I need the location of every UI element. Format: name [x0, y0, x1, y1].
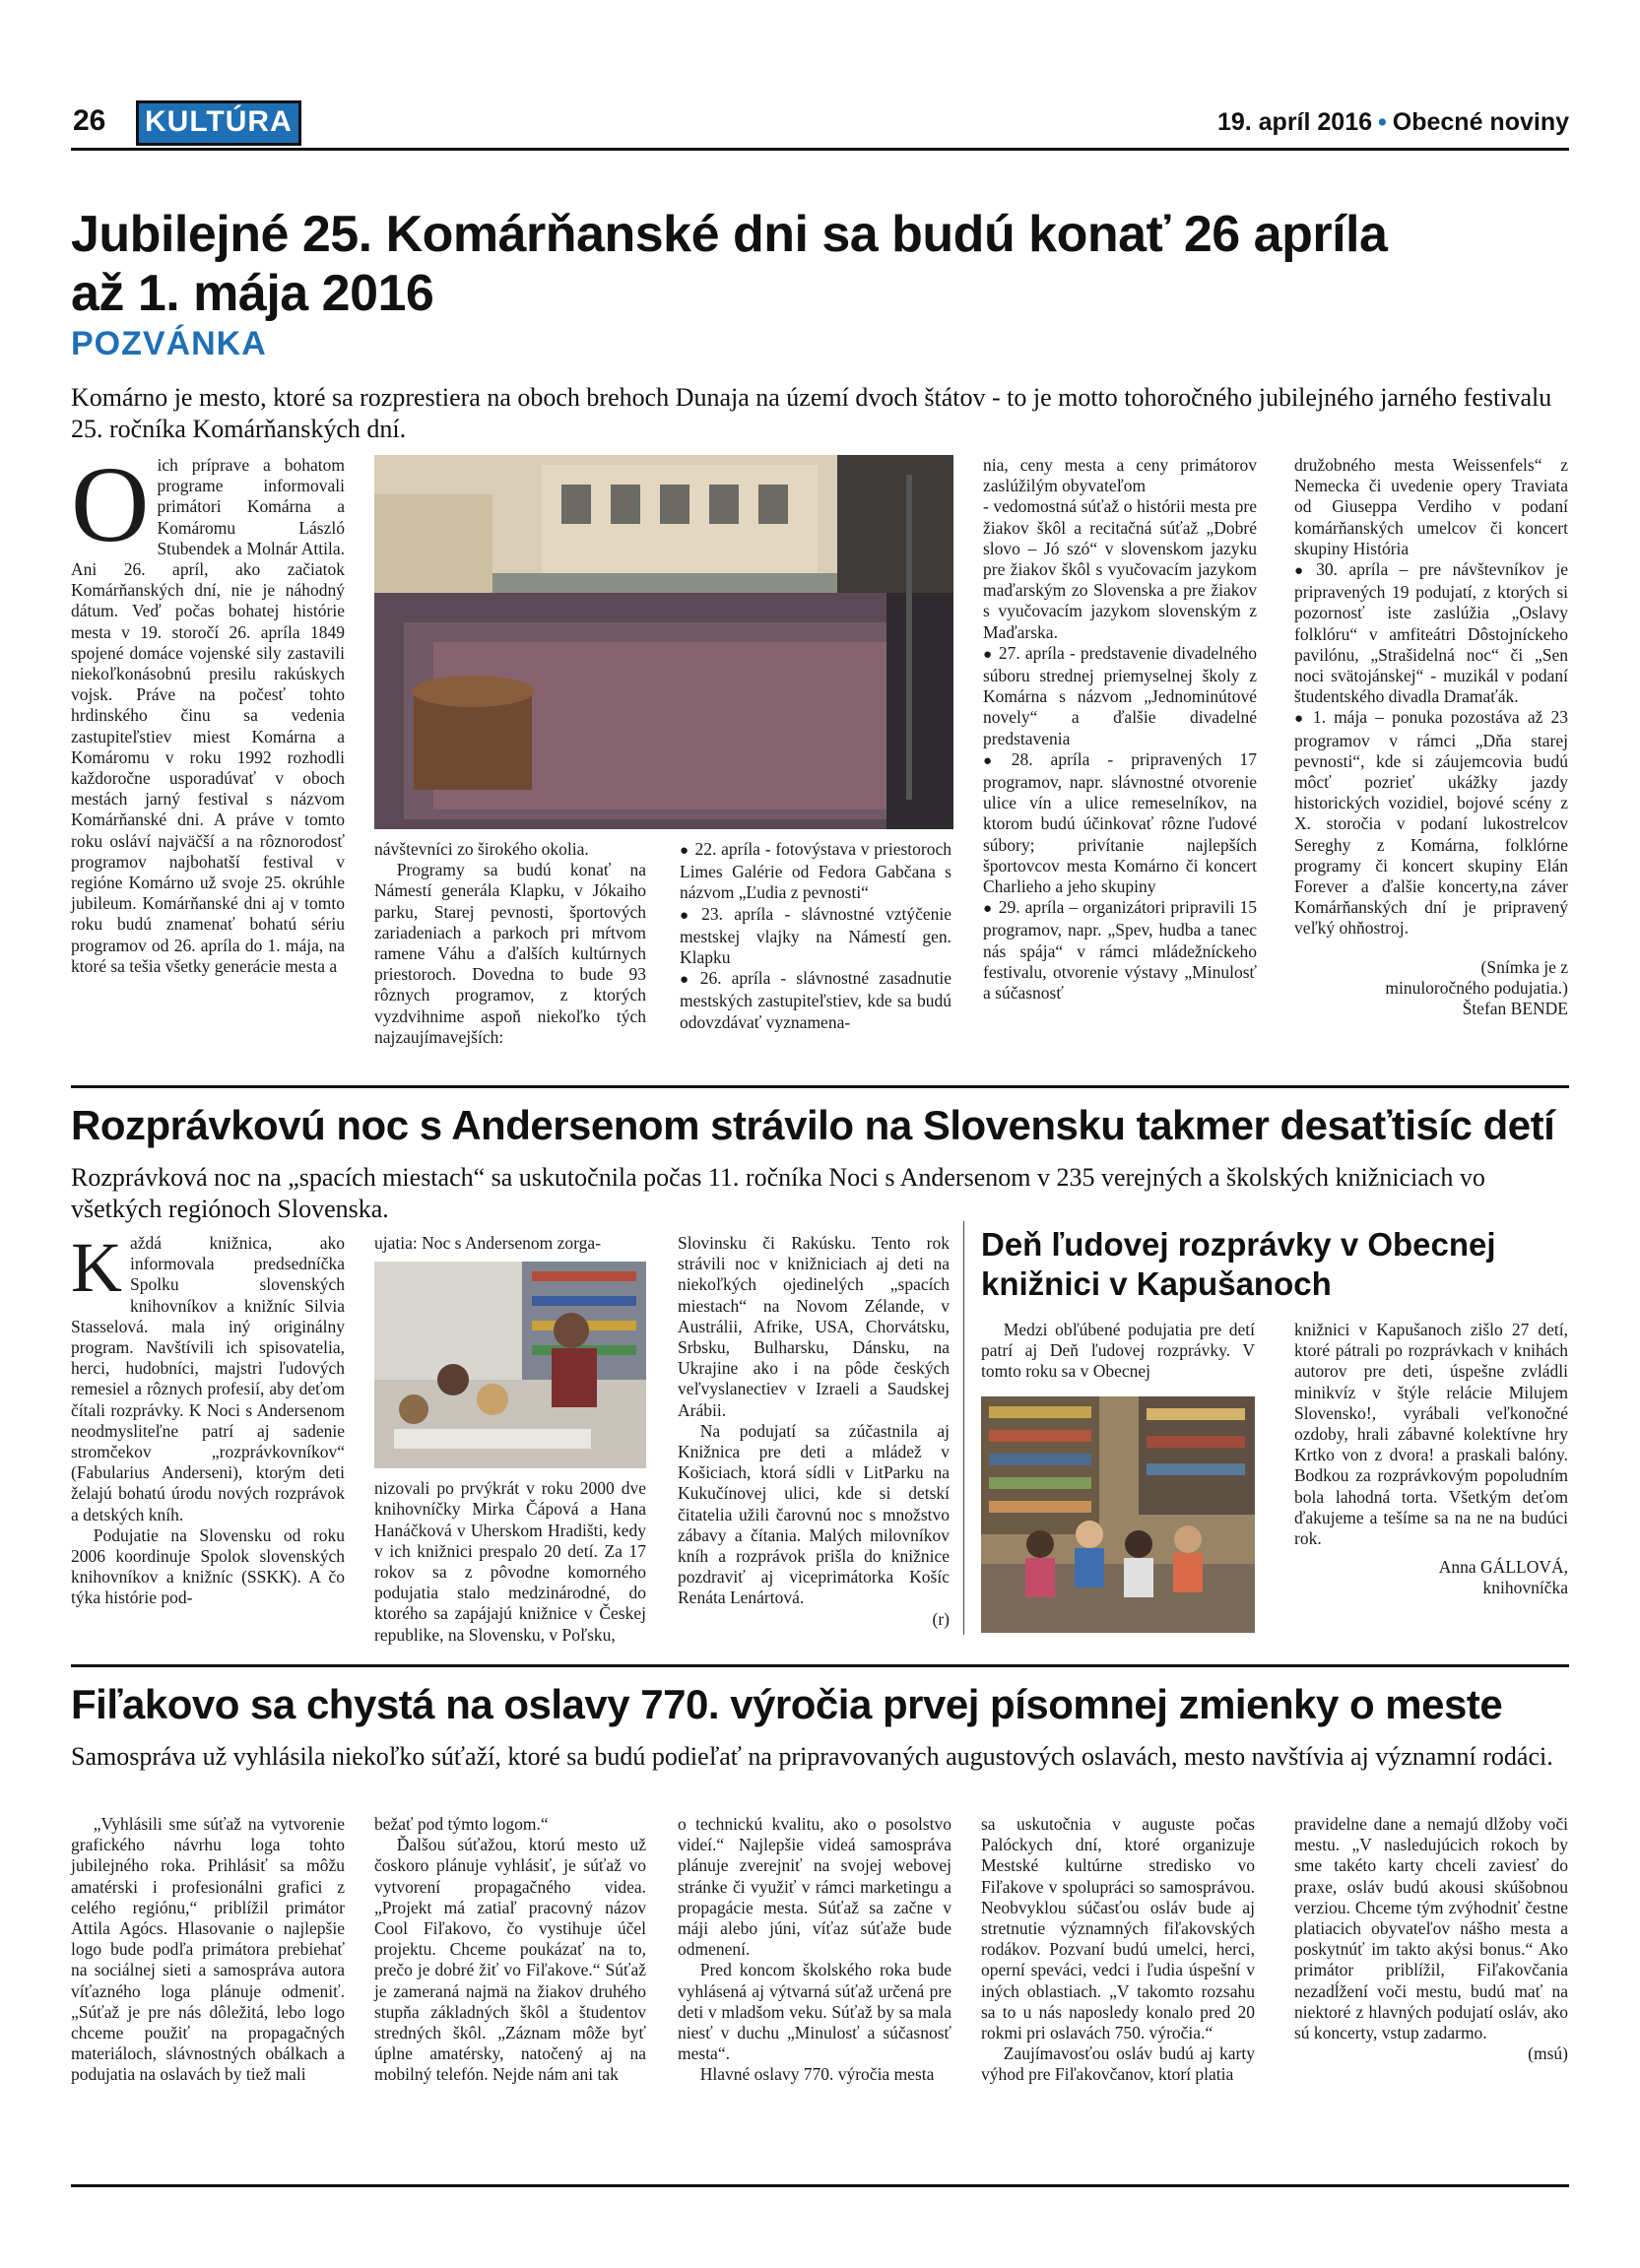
page-number: 26 [73, 104, 106, 137]
section-label: KULTÚRA [136, 100, 301, 146]
article1-col4-p2: - vedomostná súťaž o histórii mesta pre žiakov škôl a recitačná súťaž „Dobré slovo – Jó szó“ v slovenskom jazyku pre žiakov škôl s vyučovacím jazykom maďarským zo Slovenska a pre žiakov s vyučovacím jazykom slovenským z Maďarska. [983, 496, 1257, 642]
article4-title: Fiľakovo sa chystá na oslavy 770. výročia prvej písomnej zmienky o meste [71, 1681, 1503, 1727]
article4-column-1 [71, 1814, 345, 2086]
article2-col3-p1: Slovinsku či Rakúsku. Tento rok strávili noc v knižniciach aj deti na niekoľkých ojedinelých „spacích miestach“ na Novom Zélande, v Austrálii, Afrike, USA, Chorvátsku, Srbsku, Bulharsku, Dánsku, na Ukrajine ako i na pôde českých veľvyslanectiev v Izraeli a Saudskej Arábii. [678, 1233, 950, 1420]
article1-kicker: POZVÁNKA [71, 325, 267, 362]
article1-event-26: ● 26. apríla - slávnostné zasadnutie mestských zastupiteľstiev, kde sa budú odovzdávať vyznamena- [680, 968, 951, 1033]
article4-col3-p3: Hlavné oslavy 770. výročia mesta [699, 2064, 935, 2085]
article4-lead: Samospráva už vyhlásila niekoľko súťaží, ktoré sa budú podieľať na pripravovaných augustových oslavách, mesto navštívia aj významní rodáci. [71, 1742, 1553, 1771]
article2-column-1 [71, 1228, 345, 1609]
article1-lead: Komárno je mesto, ktoré sa rozprestiera na oboch brehoch Dunaja na území dvoch štátov - to je motto tohoročného jubilejného jarného festivalu 25. ročníka Komárňanských dní. [71, 383, 1552, 443]
article1-photo-caption: (Snímka je z minuloročného podujatia.) [1385, 956, 1568, 998]
article1-event-23: ● 23. apríla - slávnostné vztýčenie mestskej vlajky na Námestí gen. Klapku [680, 904, 951, 969]
article4-column-3 [678, 1814, 951, 2086]
issue-date: 19. apríl 2016 [1216, 108, 1373, 136]
article1-column-5 [1294, 455, 1568, 1019]
article4-col3-p1: o technickú kvalitu, ako o posolstvo videí.“ Najlepšie videá samospráva plánuje zverejniť na svojej webovej stránke či využiť v rámci marketingu a propagácie mesta. Súťaž sa začne v máji alebo júni, víťaz súťaže bude odmenení. [678, 1814, 951, 1960]
article3-author: Anna GÁLLOVÁ, [1438, 1557, 1568, 1578]
article3-column-1 [981, 1320, 1255, 1633]
article1-title [71, 205, 1568, 323]
article1-col5-p1: družobného mesta Weissenfels“ z Nemecka či uvedenie opery Traviata od Giuseppa Verdiho v podaní komárňanských umelcov či koncert skupiny História [1294, 455, 1568, 558]
festival-crowd-image [374, 455, 953, 829]
library-children-image [374, 1262, 646, 1468]
article4-column-2 [374, 1814, 646, 2086]
article1-dropcap: O [71, 444, 150, 564]
header-rule [71, 148, 1569, 151]
article2-col3-p2: Na podujatí sa zúčastnila aj Knižnica pre deti a mládež v Košiciach, ktorá sídli v LitParku na Kukučínovej ulici, kde si detskí čitatelia užili čarovnú noc s množstvo zábavy a čítania. Malých milovníkov kníh a rozprávok prišla do knižnice pozdraviť aj viceprimátorka Košíc Renáta Lenártová. [678, 1420, 950, 1608]
kapusany-library-photo [981, 1396, 1255, 1633]
publication-name: Obecné noviny [1392, 108, 1569, 136]
article1-event-29: ● 29. apríla – organizátori pripravili 15 programov, napr. „Spev, hudba a tanec nás spája“ v rámci mládežníckeho festivalu, otvorenie výstavy „Minulosť a súčasnosť [983, 897, 1257, 1004]
festival-crowd-photo [374, 455, 953, 829]
separator-dot: • [1378, 108, 1387, 136]
article1-event-28: ● 28. apríla - pripravených 17 programov, napr. slávnostné otvorenie ulice vín a ulice remeselníkov, na ktorom budú účinkovať rôzne ľudové súbory; privítanie najlepších športovcov mesta Komárno či koncert Charlieho a jeho skupiny [983, 749, 1257, 897]
kapusany-children-image [981, 1396, 1255, 1633]
article4-column-5 [1294, 1814, 1568, 2064]
article4-col2-p1: bežať pod týmto logom.“ [374, 1814, 549, 1834]
article2-column-2 [374, 1233, 646, 1646]
article2-col2-top: ujatia: Noc s Andersenom zorga- [374, 1233, 602, 1253]
article1-column-3 [680, 839, 951, 1033]
article1-author: Štefan BENDE [1462, 999, 1568, 1019]
article1-col2-p1: návštevníci zo širokého okolia. [374, 839, 589, 859]
article3-author-role: knihovníčka [1482, 1578, 1568, 1598]
article3-divider-line [963, 1221, 964, 1635]
article3-column-2 [1294, 1320, 1568, 1599]
article4-col5-p1: pravidelne dane a nemajú dlžoby voči mestu. „V nasledujúcich rokoch by sme takéto karty chceli zaviesť do praxe, osláv budú akousi skúšobnou verziou. Chceme tým zvýhodniť čestne platiacich obyvateľov nášho mesta a poskytnúť im takto akýsi bonus.“ Ako primátor priblížil, Fiľakovčania nezadĺžení voči mestu, budú mať na niektoré z hlavných podujatí osláv, ako sú koncerty, vstup zadarmo. [1294, 1814, 1568, 2043]
article3-col1-text: Medzi obľúbené podujatia pre detí patrí aj Deň ľudovej rozprávky. V tomto roku sa v Obecnej [981, 1320, 1255, 1382]
article1-col1-text: ich príprave a bohatom programe informovali primátori Komárna a Komáromu László Stubendek a Molnár Attila. Ani 26. apríl, ako začiatok Komárňanských dní, nie je náhodný dátum. Veď počas bohatej histórie mesta v 19. storočí 26. apríla 1849 spojené domáce vojenské sily zastavili niekoľkonásobnú presilu rakúskych vojsk. Práve na počesť tohto hrdinského činu sa vedenia zastupiteľstiev miest Komárna a Komáromu v roku 1992 rozhodli každoročne usporadúvať v oboch mestách jarný festival s názvom Komárňanské dni. A práve v tomto roku osláví najväčší a na rôznorodosť programov najbohatší festival v regióne Komárno už svoje 25. okrúhle jubileum. Komárňanské dni aj v tomto roku budú znamenať bohatú sériu programov od 26. apríla do 1. mája, na ktoré sa tešia všetky generácie mesta a [71, 455, 345, 976]
article2-title: Rozprávkovú noc s Andersenom strávilo na Slovensku takmer desaťtisíc detí [71, 1102, 1555, 1148]
article4-col4-p1: sa uskutočnia v auguste počas Palóckych dní, ktoré organizuje Mestské kultúrne stredisko vo Fiľakove v spolupráci so samosprávou. Neobvyklou súčasťou osláv bude aj stretnutie významných fiľakovských rodákov. Pozvaní budú umelci, herci, operní speváci, vedci i ľudia úspešní v iných oblastiach. „V takomto rozsahu sa to u nás naposledy konalo pred 20 rokmi pri oslavách 750. výročia.“ [981, 1814, 1255, 2043]
article2-lead: Rozprávková noc na „spacích miestach“ sa uskutočnila počas 11. ročníka Noci s Andersenom v 235 verejných a školských knižniciach vo všetkých regiónoch Slovenska. [71, 1163, 1485, 1223]
article2-col1-p1: aždá knižnica, ako informovala predsedníčka Spolku slovenských knihovníkov a knižníc Silvia Stasselová. mala iný originálny program. Navštívili ich spisovatelia, herci, hudobníci, majstri ľudových remesiel a rôznych profesií, aby deťom čítali rozprávky. K Noci s Andersenom neodmysliteľne patrí aj sadenie stromčekov „rozprávkovníkov“ (Fabularius Anderseni), ktorým deti želajú bohatú úrodu nových rozprávok a detských kníh. [71, 1233, 345, 1524]
article2-col2-text: nizovali po prvýkrát v roku 2000 dve knihovníčky Mirka Čápová a Hana Hanáčková v Uherskom Hradišti, kedy v ich knižnici prespalo 20 detí. Za 17 rokov sa z pôvodne komorného podujatia stalo medzinárodné, do ktorého sa zapájajú knižnice v Českej republike, na Slovensku, v Poľsku, [374, 1478, 646, 1645]
article4-signature: (msú) [1528, 2043, 1568, 2064]
article4-col2-p2: Ďalšou súťažou, ktorú mesto už čoskoro plánuje vyhlásiť, je súťaž vo vytvorení propagačného videa. „Projekt má zatiaľ pracovný názov Cool Fiľakovo, čo vystihuje účel projektu. Chceme poukázať na to, prečo je dobré žiť vo Fiľakove.“ Súťaž je zameraná najmä na žiakov druhého stupňa základných škôl a študentov stredných škôl. „Záznam môže byť úplne amatérsky, natočený aj na mobilný telefón. Nejde nám ani tak [374, 1835, 646, 2085]
article4-col4-p2: Zaujímavosťou osláv budú aj karty výhod pre Fiľakovčanov, ktorí platia [981, 2043, 1255, 2085]
header-dateline [1217, 108, 1569, 137]
article1-col2-p2: Programy sa budú konať na Námestí generála Klapku, v Jókaiho parku, Starej pevnosti, športových zariadeniach a parkoch pri mŕtvom ramene Váhu a ďalších kultúrnych priestoroch. Dovedna to bude 93 rôznych programov, z ktorých vyzdvihnime aspoň niekoľko tých najzaujímavejších: [374, 860, 646, 1047]
article2-signature: (r) [932, 1608, 950, 1629]
article1-event-22: ● 22. apríla - fotovýstava v priestoroch Limes Galérie od Fedora Gabčana s názvom „Ľudia z pevnosti“ [680, 839, 951, 904]
article1-event-27: ● 27. apríla - predstavenie divadelného súboru strednej priemyselnej školy z Komárna s názvom „Jednominútové novely“ a ďalšie divadelné predstavenia [983, 643, 1257, 749]
article1-column-2 [374, 839, 646, 1048]
divider-rule-1 [71, 1085, 1569, 1088]
article1-col4-p1: nia, ceny mesta a ceny primátorov zaslúžilým obyvateľom [983, 455, 1257, 496]
article1-column-1 [71, 444, 345, 977]
bottom-rule [71, 2184, 1569, 2187]
article2-col1-p2: Podujatie na Slovensku od roku 2006 koordinuje Spolok slovenských knihovníkov a knižníc (SSKK). A čo týka histórie pod- [71, 1524, 345, 1608]
article1-event-1-maja: ● 1. mája – ponuka pozostáva až 23 programov v rámci „Dňa starej pevnosti“, kde si záujemcovia budú môcť pozrieť ukážky jazdy historických vozidiel, bojové scény z X. storočia v podaní lukostrelcov Sereghy z Komárna, folklórne programy či koncert skupiny Elán Forever a ďalšie koncerty,na záver Komárňanských dní je pripravený veľký ohňostroj. [1294, 707, 1568, 939]
article3-col2-text: knižnici v Kapušanoch zišlo 27 detí, ktoré pátrali po rozprávkach v knihách autorov pre deti, úspešne zvládli minikvíz v štýle relácie Milujem Slovensko!, vyrábali veľkonočné ozdoby, hrali zábavné kolektívne hry Krtko von z dvora! a praskali balóny. Bodkou za rozprávkovým popoludním bola lahodná torta. Všetkým deťom ďakujeme a tešíme sa na ne na budúci rok. [1294, 1320, 1568, 1549]
article1-event-30: ● 30. apríla – pre návštevníkov je pripravených 19 podujatí, z ktorých si pozornosť iste zaslúžia „Oslavy folklóru“ v amfiteátri Dôstojníckeho pavilónu, „Strašidelná noc“ či „Sen noci svätojánskej“ - muzikál v podaní študentského divadla Dramaťák. [1294, 559, 1568, 707]
article1-title-line2: až 1. mája 2016 [71, 265, 434, 322]
article4-col3-p2: Pred koncom školského roka bude vyhlásená aj výtvarná súťaž určená pre deti v mladšom veku. Súťaž by sa mala niesť v duchu „Minulosť a súčasnosť mesta“. [678, 1960, 951, 2064]
article4-col1-p1: „Vyhlásili sme súťaž na vytvorenie grafického návrhu loga tohto jubilejného roka. Prihlásiť sa môžu amatérski i profesionálni grafici z celého regiónu,“ priblížil primátor Attila Agócs. Hlasovanie o najlepšie logo bude podľa primátora prebiehať na sociálnej sieti a samospráva autora víťazného loga plánuje odmeniť. „Súťaž je pre nás dôležitá, lebo logo chceme použiť na propagačných materiáloch, slávnostných obálkach a podujatia na oslavách by tiež mali [71, 1814, 345, 2085]
article4-column-4 [981, 1814, 1255, 2086]
andersen-night-photo [374, 1262, 646, 1468]
article1-title-line1: Jubilejné 25. Komárňanské dni sa budú konať 26 apríla [71, 206, 1388, 263]
divider-rule-2 [71, 1664, 1569, 1667]
article3-title: Deň ľudovej rozprávky v Obecnej knižnici v Kapušanoch [981, 1226, 1496, 1302]
article2-dropcap: K [71, 1228, 122, 1307]
article1-column-4 [983, 455, 1257, 1004]
article2-column-3 [678, 1233, 950, 1630]
